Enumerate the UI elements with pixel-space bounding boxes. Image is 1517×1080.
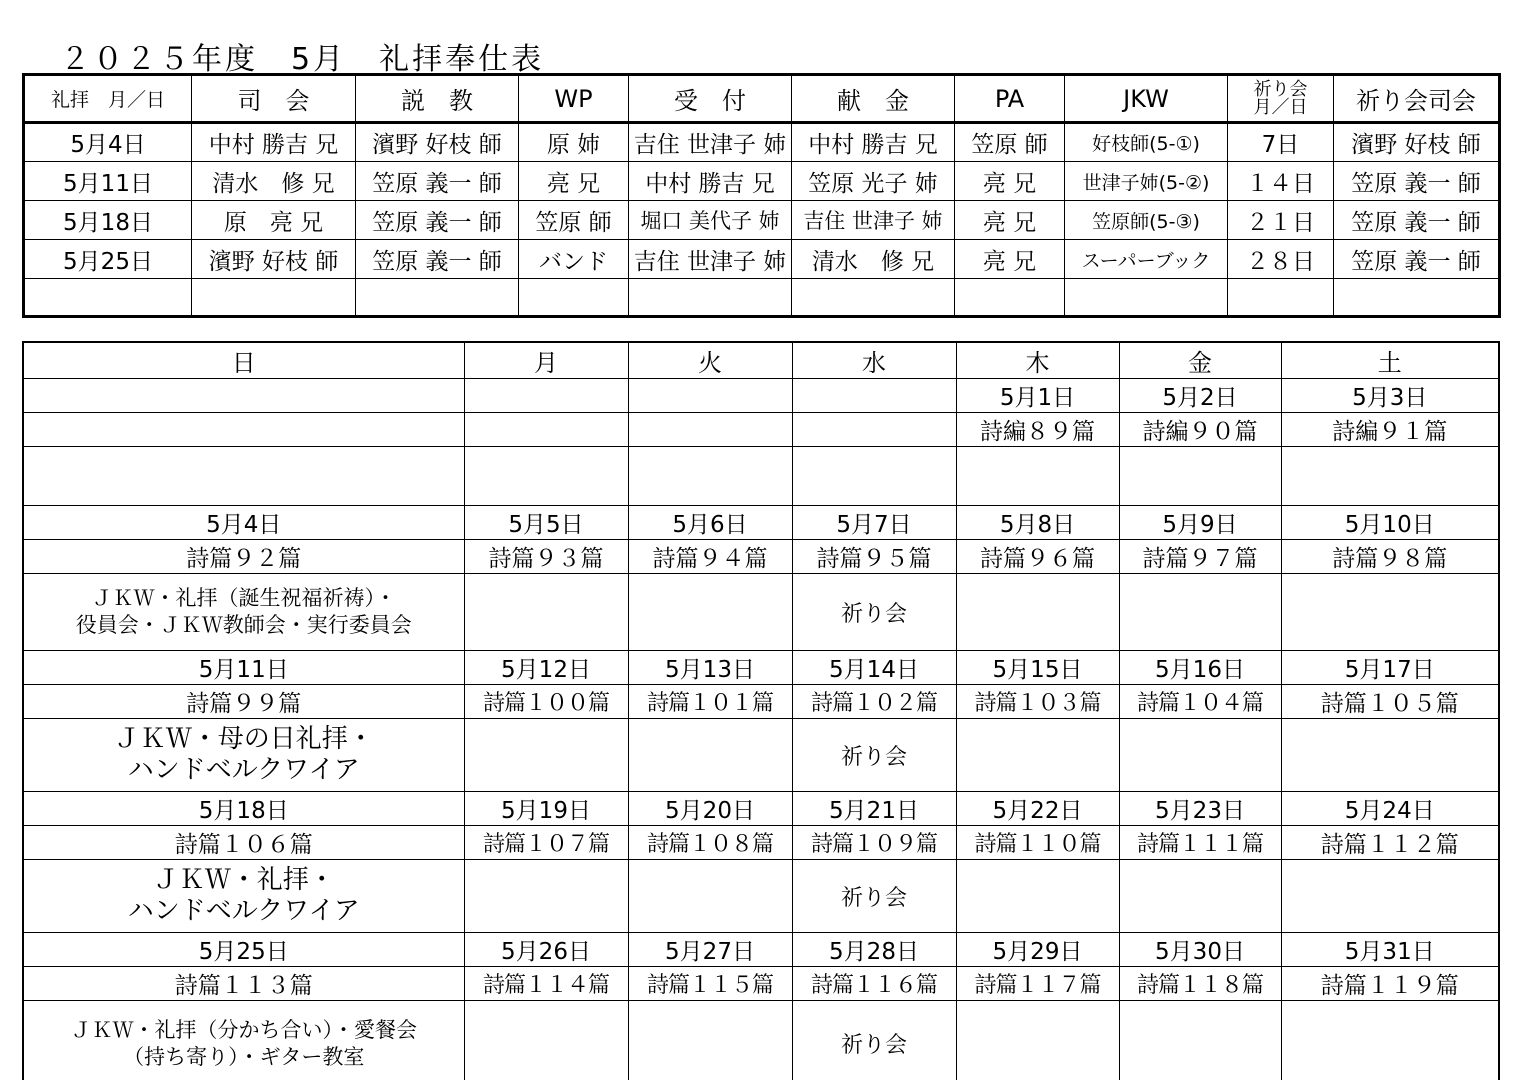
event-cell [1281, 447, 1499, 506]
header-service-date: 礼拝 月／日 [24, 75, 192, 123]
duty-cell: 5月11日 [24, 162, 192, 201]
psalm-cell: 詩篇１０２篇 [792, 685, 956, 719]
header-wp: WP [519, 75, 629, 123]
duty-cell: 笠原 義一 師 [356, 162, 519, 201]
date-cell: 5月9日 [1119, 506, 1281, 540]
duty-cell [1065, 279, 1228, 317]
date-cell: 5月16日 [1119, 651, 1281, 685]
duty-cell [1228, 279, 1334, 317]
header-pa: PA [955, 75, 1065, 123]
weekday-tue: 火 [628, 342, 792, 379]
psalm-cell: 詩篇１０８篇 [628, 826, 792, 860]
event-cell [956, 447, 1119, 506]
date-row [23, 379, 1499, 413]
date-cell [792, 379, 956, 413]
duty-row [24, 201, 1500, 240]
date-cell: 5月10日 [1281, 506, 1499, 540]
date-cell: 5月22日 [956, 792, 1119, 826]
event-cell [464, 719, 628, 792]
duty-cell: 中村 勝吉 兄 [192, 123, 356, 162]
duty-cell: 亮 兄 [955, 201, 1065, 240]
psalm-cell: 詩篇１０５篇 [1281, 685, 1499, 719]
weekday-sun: 日 [23, 342, 464, 379]
event-cell [464, 574, 628, 651]
date-cell: 5月1日 [956, 379, 1119, 413]
duty-cell: バンド [519, 240, 629, 279]
prayer-meeting-cell: 祈り会 [792, 719, 956, 792]
duty-cell: 笠原 義一 師 [1334, 240, 1500, 279]
event-cell [956, 860, 1119, 933]
psalm-row [23, 685, 1499, 719]
event-row [23, 1001, 1499, 1080]
date-cell: 5月8日 [956, 506, 1119, 540]
psalm-cell: 詩編８９篇 [956, 413, 1119, 447]
date-cell: 5月28日 [792, 933, 956, 967]
psalm-cell: 詩篇９５篇 [792, 540, 956, 574]
event-cell [1281, 860, 1499, 933]
duty-cell: 5月4日 [24, 123, 192, 162]
date-cell: 5月26日 [464, 933, 628, 967]
psalm-cell: 詩篇１１０篇 [956, 826, 1119, 860]
event-row [23, 447, 1499, 506]
psalm-cell: 詩篇１１２篇 [1281, 826, 1499, 860]
date-cell: 5月15日 [956, 651, 1119, 685]
date-row [23, 651, 1499, 685]
psalm-cell: 詩篇９６篇 [956, 540, 1119, 574]
date-cell: 5月6日 [628, 506, 792, 540]
sunday-event-cell [23, 574, 464, 651]
prayer-meeting-cell: 祈り会 [792, 1001, 956, 1080]
psalm-cell: 詩篇９８篇 [1281, 540, 1499, 574]
event-row [23, 574, 1499, 651]
duty-cell: 吉住 世津子 姉 [629, 240, 792, 279]
event-cell [1281, 574, 1499, 651]
psalm-cell: 詩篇１１７篇 [956, 967, 1119, 1001]
event-cell [1119, 574, 1281, 651]
event-cell [956, 574, 1119, 651]
date-cell: 5月27日 [628, 933, 792, 967]
psalm-cell [792, 413, 956, 447]
duty-cell: 好枝師(5-①) [1065, 123, 1228, 162]
date-cell: 5月24日 [1281, 792, 1499, 826]
event-line: ＪＫＷ・礼拝・ [152, 865, 335, 895]
date-row [23, 792, 1499, 826]
date-cell: 5月3日 [1281, 379, 1499, 413]
duty-cell: 5月25日 [24, 240, 192, 279]
event-cell [1119, 719, 1281, 792]
event-cell [464, 447, 628, 506]
duty-cell: 亮 兄 [955, 162, 1065, 201]
duty-cell: 原 亮 兄 [192, 201, 356, 240]
event-cell [628, 860, 792, 933]
duty-cell: 笠原 師 [519, 201, 629, 240]
date-cell: 5月19日 [464, 792, 628, 826]
header-prayer-host: 祈り会司会 [1334, 75, 1500, 123]
event-cell [628, 574, 792, 651]
date-cell: 5月17日 [1281, 651, 1499, 685]
date-cell: 5月30日 [1119, 933, 1281, 967]
duty-cell: 原 姉 [519, 123, 629, 162]
event-cell [1119, 1001, 1281, 1080]
event-line: ＪＫＷ・母の日礼拝・ [113, 724, 374, 754]
psalm-row [23, 826, 1499, 860]
date-row [23, 933, 1499, 967]
duty-cell: 世津子姉(5-②) [1065, 162, 1228, 201]
duty-cell [519, 279, 629, 317]
duty-cell: ２１日 [1228, 201, 1334, 240]
psalm-cell: 詩篇９３篇 [464, 540, 628, 574]
event-row [23, 860, 1499, 933]
psalm-cell: 詩篇１１９篇 [1281, 967, 1499, 1001]
date-cell: 5月20日 [628, 792, 792, 826]
date-cell: 5月14日 [792, 651, 956, 685]
duty-cell: 亮 兄 [519, 162, 629, 201]
weekday-fri: 金 [1119, 342, 1281, 379]
psalm-row [23, 967, 1499, 1001]
event-line: ハンドベルクワイア [127, 755, 360, 785]
duty-cell [1334, 279, 1500, 317]
event-line: 役員会・ＪＫＷ教師会・実行委員会 [75, 613, 412, 637]
psalm-cell: 詩篇１０３篇 [956, 685, 1119, 719]
psalm-cell: 詩篇９７篇 [1119, 540, 1281, 574]
date-cell: 5月5日 [464, 506, 628, 540]
date-cell: 5月31日 [1281, 933, 1499, 967]
date-cell [23, 379, 464, 413]
header-offering: 献 金 [792, 75, 955, 123]
date-cell [628, 379, 792, 413]
sunday-event-cell [23, 719, 464, 792]
psalm-cell: 詩篇１０４篇 [1119, 685, 1281, 719]
psalm-row [23, 413, 1499, 447]
event-cell [23, 447, 464, 506]
weekday-sat: 土 [1281, 342, 1499, 379]
duty-cell: 笠原 光子 姉 [792, 162, 955, 201]
duty-cell: 7日 [1228, 123, 1334, 162]
duty-cell [792, 279, 955, 317]
event-line: ハンドベルクワイア [127, 896, 360, 926]
header-prayer-date [1228, 75, 1334, 123]
duty-cell: 亮 兄 [955, 240, 1065, 279]
psalm-cell [23, 413, 464, 447]
psalm-cell: 詩篇１０７篇 [464, 826, 628, 860]
duty-cell [629, 279, 792, 317]
date-cell: 5月18日 [23, 792, 464, 826]
duty-cell: 濱野 好枝 師 [356, 123, 519, 162]
psalm-cell: 詩編９０篇 [1119, 413, 1281, 447]
duty-cell: 吉住 世津子 姉 [629, 123, 792, 162]
duty-header-row [24, 75, 1500, 123]
event-cell [1281, 1001, 1499, 1080]
duty-cell: スーパーブック [1065, 240, 1228, 279]
duty-cell: 清水 修 兄 [792, 240, 955, 279]
header-sermon: 説 教 [356, 75, 519, 123]
duty-cell: 笠原 義一 師 [356, 201, 519, 240]
date-cell: 5月11日 [23, 651, 464, 685]
event-cell [792, 447, 956, 506]
event-line: ＪＫＷ・礼拝（分かち合い）・愛餐会 [70, 1017, 417, 1042]
duty-cell: 笠原 義一 師 [356, 240, 519, 279]
event-cell [956, 1001, 1119, 1080]
header-prayer-date-line1: 祈り会 [1253, 78, 1308, 100]
event-row [23, 719, 1499, 792]
psalm-cell: 詩篇１１５篇 [628, 967, 792, 1001]
prayer-meeting-cell: 祈り会 [792, 574, 956, 651]
psalm-cell: 詩篇９２篇 [23, 540, 464, 574]
psalm-cell: 詩篇１１６篇 [792, 967, 956, 1001]
duty-row [24, 123, 1500, 162]
psalm-cell: 詩篇１０９篇 [792, 826, 956, 860]
weekday-wed: 水 [792, 342, 956, 379]
event-cell [628, 447, 792, 506]
duty-row-empty [24, 279, 1500, 317]
date-cell: 5月13日 [628, 651, 792, 685]
duty-cell: 濱野 好枝 師 [1334, 123, 1500, 162]
duty-cell [24, 279, 192, 317]
duty-cell: 笠原師(5-③) [1065, 201, 1228, 240]
duty-cell [356, 279, 519, 317]
event-cell [628, 719, 792, 792]
psalm-cell: 詩編９１篇 [1281, 413, 1499, 447]
event-cell [956, 719, 1119, 792]
psalm-cell: 詩篇１１３篇 [23, 967, 464, 1001]
date-cell: 5月25日 [23, 933, 464, 967]
date-cell: 5月29日 [956, 933, 1119, 967]
event-cell [464, 860, 628, 933]
header-reception: 受 付 [629, 75, 792, 123]
psalm-cell: 詩篇１００篇 [464, 685, 628, 719]
duty-cell: 吉住 世津子 姉 [792, 201, 955, 240]
psalm-cell: 詩篇９４篇 [628, 540, 792, 574]
psalm-cell: 詩篇１１１篇 [1119, 826, 1281, 860]
event-cell [1281, 719, 1499, 792]
event-cell [1119, 860, 1281, 933]
date-cell: 5月23日 [1119, 792, 1281, 826]
header-prayer-date-line2: 月／日 [1253, 96, 1308, 118]
date-cell: 5月21日 [792, 792, 956, 826]
monthly-calendar-table [22, 341, 1500, 1080]
weekday-header-row [23, 342, 1499, 379]
psalm-cell [464, 413, 628, 447]
date-cell: 5月4日 [23, 506, 464, 540]
duty-cell: 笠原 義一 師 [1334, 162, 1500, 201]
prayer-meeting-cell: 祈り会 [792, 860, 956, 933]
duty-roster-table [22, 73, 1501, 318]
event-cell [628, 1001, 792, 1080]
psalm-cell: 詩篇１０１篇 [628, 685, 792, 719]
sunday-event-cell [23, 860, 464, 933]
header-host: 司 会 [192, 75, 356, 123]
date-cell [464, 379, 628, 413]
psalm-cell: 詩篇１０６篇 [23, 826, 464, 860]
psalm-cell: 詩篇１１４篇 [464, 967, 628, 1001]
psalm-cell: 詩篇９９篇 [23, 685, 464, 719]
header-jkw: JKW [1065, 75, 1228, 123]
event-cell [1119, 447, 1281, 506]
duty-cell: 堀口 美代子 姉 [629, 201, 792, 240]
duty-cell [955, 279, 1065, 317]
duty-cell: 笠原 義一 師 [1334, 201, 1500, 240]
psalm-row [23, 540, 1499, 574]
weekday-mon: 月 [464, 342, 628, 379]
duty-cell: 笠原 師 [955, 123, 1065, 162]
duty-cell: ２８日 [1228, 240, 1334, 279]
psalm-cell [628, 413, 792, 447]
duty-cell: 濱野 好枝 師 [192, 240, 356, 279]
date-cell: 5月2日 [1119, 379, 1281, 413]
duty-row [24, 240, 1500, 279]
psalm-cell: 詩篇１１８篇 [1119, 967, 1281, 1001]
sunday-event-cell [23, 1001, 464, 1080]
duty-cell: １４日 [1228, 162, 1334, 201]
duty-cell: 中村 勝吉 兄 [792, 123, 955, 162]
duty-cell: 清水 修 兄 [192, 162, 356, 201]
duty-row [24, 162, 1500, 201]
date-cell: 5月7日 [792, 506, 956, 540]
page-title: ２０２５年度 5月 礼拝奉仕表 [60, 42, 545, 77]
duty-cell: 5月18日 [24, 201, 192, 240]
date-cell: 5月12日 [464, 651, 628, 685]
event-cell [464, 1001, 628, 1080]
date-row [23, 506, 1499, 540]
event-line: （持ち寄り）・ギター教室 [123, 1044, 365, 1069]
duty-cell: 中村 勝吉 兄 [629, 162, 792, 201]
event-line: ＪＫＷ・礼拝（誕生祝福祈祷）・ [91, 586, 396, 610]
duty-cell [192, 279, 356, 317]
weekday-thu: 木 [956, 342, 1119, 379]
